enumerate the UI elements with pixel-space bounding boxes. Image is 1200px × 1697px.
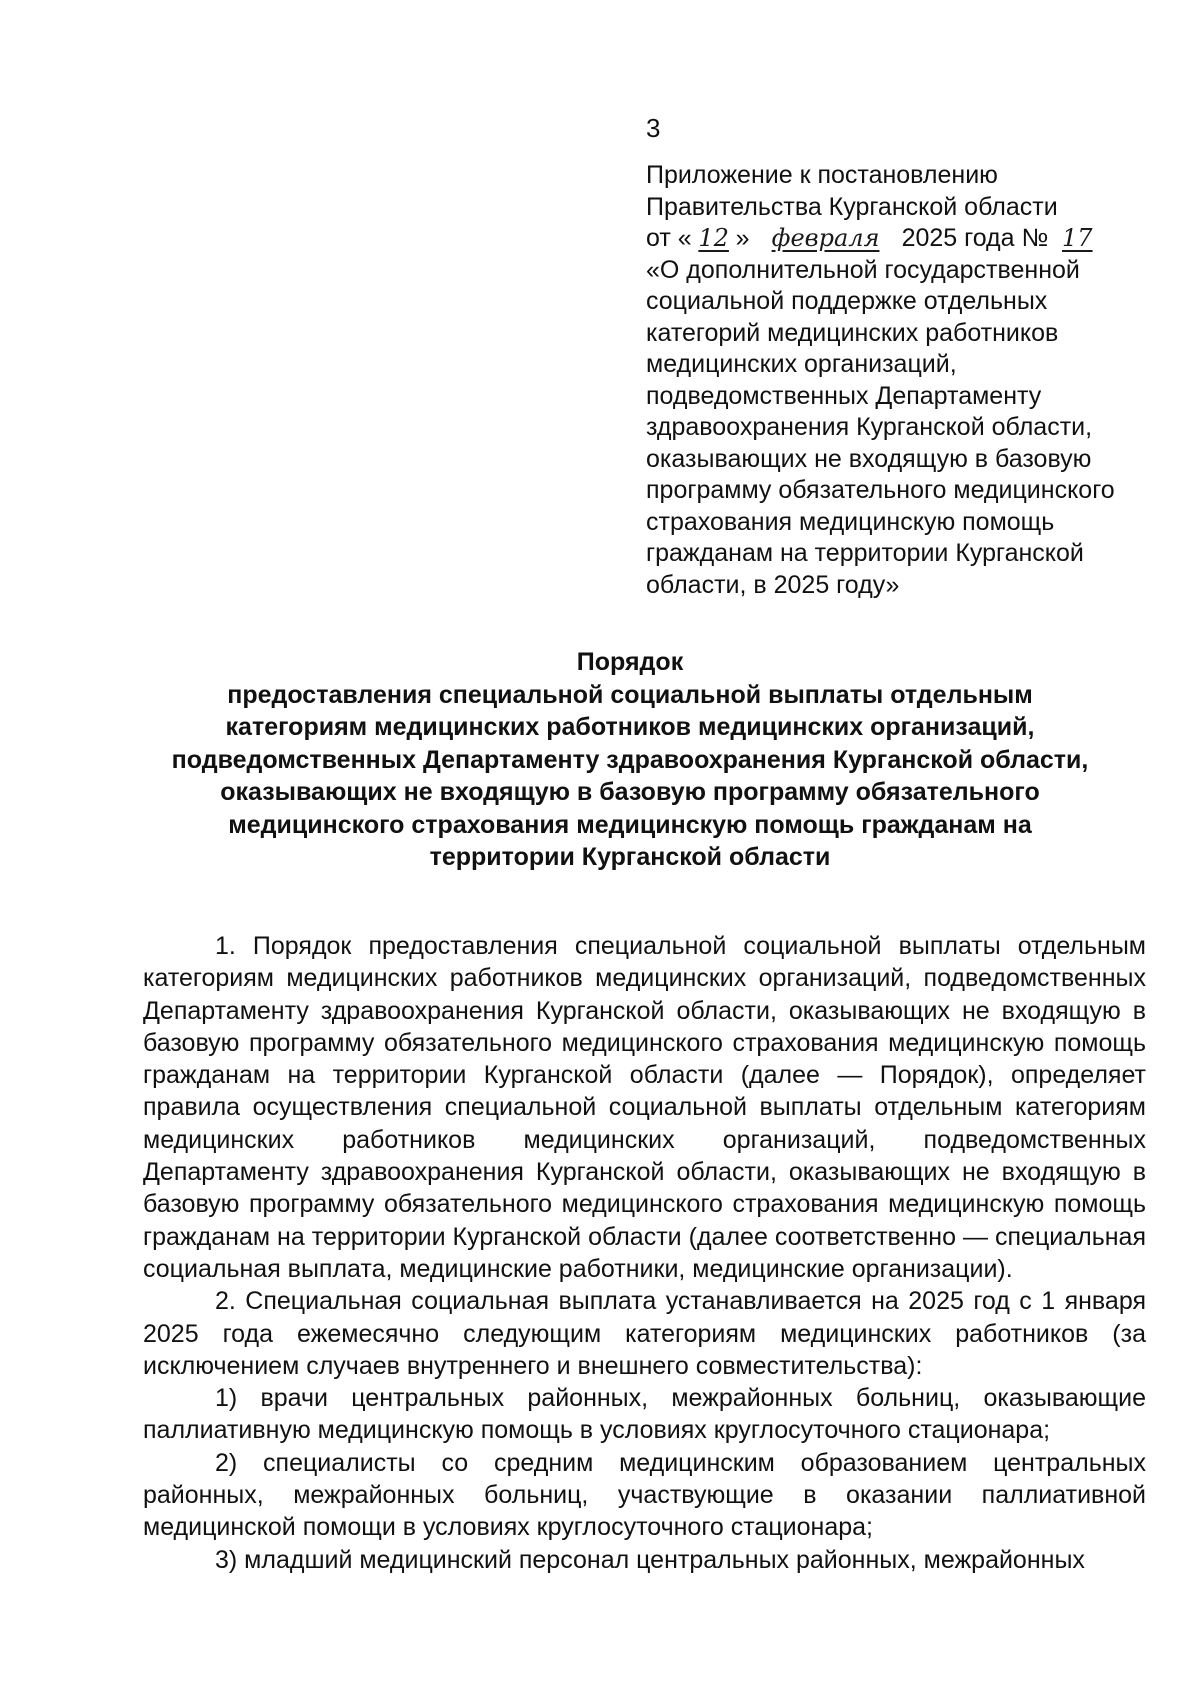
list-item: 3) младший медицинский персонал центральных районных, межрайонных — [215, 1545, 1085, 1574]
date-year: 2025 года № — [901, 224, 1049, 252]
list-item: 2) специалисты со средним медицинским образованием центральных районных, межрайонных больниц, участвующие в оказании паллиативной медицинской помощи в условиях круглосуточного стационара; — [143, 1448, 1146, 1542]
appendix-subject-line: здравоохранения Курганской области, — [646, 413, 1093, 441]
document-body — [143, 930, 1146, 1576]
title-line: оказывающих не входящую в базовую программу обязательного — [220, 778, 1040, 806]
handwritten-day: 12 — [698, 224, 729, 252]
appendix-subject-line: страхования медицинскую помощь — [646, 507, 1055, 536]
appendix-subject-line: категорий медицинских работников — [646, 318, 1059, 347]
appendix-block — [646, 160, 1166, 601]
title-line: категориям медицинских работников медицинских организаций, — [225, 713, 1035, 741]
title-line: Порядок — [576, 648, 684, 676]
appendix-subject-line: программу обязательного медицинского — [646, 476, 1115, 504]
appendix-issuer: Правительства Курганской области — [646, 192, 1058, 221]
paragraph: 2. Специальная социальная выплата устанавливается на 2025 год с 1 января 2025 года ежемесячно следующим категориям медицинских работников (за исключением случаев внутреннего и внешнего совместительства): — [143, 1287, 1146, 1380]
page-number: 3 — [646, 113, 661, 143]
date-mid: » — [735, 224, 750, 252]
title-line: подведомственных Департаменту здравоохранения Курганской области, — [171, 745, 1089, 774]
title-line: территории Курганской области — [429, 843, 831, 871]
handwritten-doc-number: 17 — [1061, 224, 1093, 252]
appendix-subject-line: оказывающих не входящую в базовую — [646, 444, 1092, 473]
title-line: медицинского страхования медицинскую помощь гражданам на — [228, 810, 1032, 839]
list-item: 1) врачи центральных районных, межрайонных больниц, оказывающие паллиативную медицинскую помощь в условиях круглосуточного стационара; — [143, 1384, 1146, 1445]
document-title — [130, 646, 1130, 874]
paragraph: 1. Порядок предоставления специальной социальной выплаты отдельным категориям медицинских работников медицинских организаций, подведомственных Департаменту здравоохранения Курганской области, оказывающих не входящую в базовую программу обязательного медицинского страхования медицинскую помощь гражданам на территории Курганской области (далее — Порядок), определяет правила осуществления специальной социальной выплаты отдельным категориям медицинских работников медицинских организаций, подведомственных Департаменту здравоохранения Курганской области, оказывающих не входящую в базовую программу обязательного медицинского страхования медицинскую помощь гражданам на территории Курганской области (далее соответственно — специальная социальная выплата, медицинские работники, медицинские организации). — [143, 932, 1146, 1283]
date-prefix: от « — [646, 224, 692, 252]
appendix-subject-line: «О дополнительной государственной — [646, 255, 1080, 284]
appendix-subject-line: подведомственных Департаменту — [646, 381, 1042, 410]
appendix-subject-line: гражданам на территории Курганской — [646, 539, 1084, 567]
title-line: предоставления специальной социальной выплаты отдельным — [227, 680, 1033, 709]
appendix-date-line — [646, 223, 1166, 255]
appendix-subject-line: социальной поддержке отдельных — [646, 287, 1048, 315]
appendix-subject-line: медицинских организаций, — [646, 350, 957, 378]
appendix-heading: Приложение к постановлению — [646, 161, 998, 189]
handwritten-month: февраля — [771, 224, 880, 252]
appendix-subject-line: области, в 2025 году» — [646, 570, 900, 599]
